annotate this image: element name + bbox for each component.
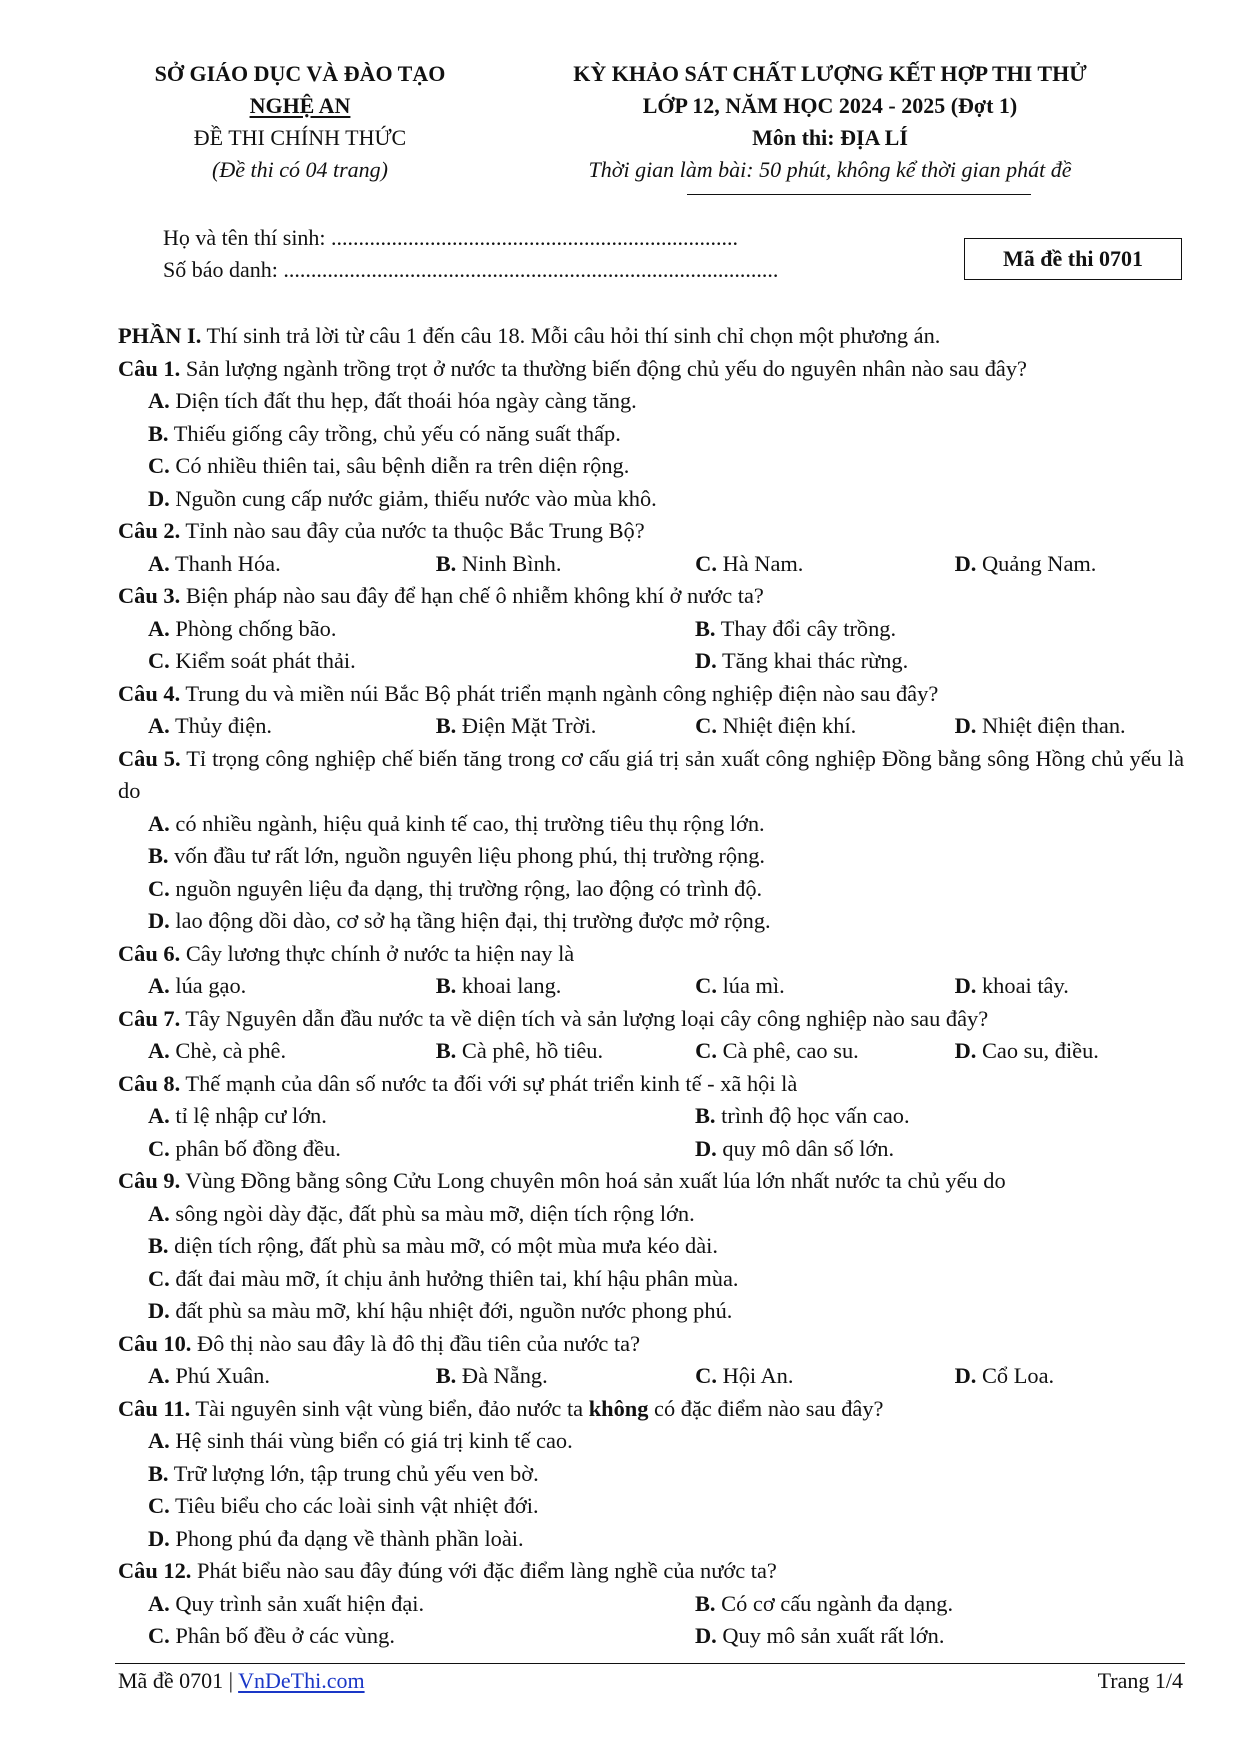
options-12-row1 — [118, 1588, 1184, 1621]
option-7d: D. Cao su, điều. — [954, 1038, 1099, 1063]
page-count-note: (Đề thi có 04 trang) — [212, 157, 388, 182]
question-8: Câu 8. Thế mạnh của dân số nước ta đối với sự phát triển kinh tế - xã hội là — [118, 1070, 798, 1096]
options-6 — [118, 970, 1184, 1003]
option-5a: A. có nhiều ngành, hiệu quả kinh tế cao, thị trường tiêu thụ rộng lớn. — [148, 810, 765, 836]
question-list — [118, 320, 1184, 1653]
option-5b: B. vốn đầu tư rất lớn, nguồn nguyên liệu phong phú, thị trường rộng. — [148, 843, 766, 868]
exam-subject: Môn thi: ĐỊA LÍ — [752, 125, 908, 150]
option-8c: C. phân bố đồng đều. — [148, 1135, 341, 1161]
option-2c: C. Hà Nam. — [695, 550, 804, 576]
question-6: Câu 6. Cây lương thực chính ở nước ta hiện nay là — [118, 940, 575, 966]
option-11c: C. Tiêu biểu cho các loài sinh vật nhiệt đới. — [148, 1493, 539, 1518]
option-7b: B. Cà phê, hồ tiêu. — [435, 1038, 604, 1063]
section-instruction: PHẦN I. Thí sinh trả lời từ câu 1 đến câu 18. Mỗi câu hỏi thí sinh chỉ chọn một phương án. — [118, 323, 941, 348]
question-3: Câu 3. Biện pháp nào sau đây để hạn chế ô nhiễm không khí ở nước ta? — [118, 583, 764, 608]
option-3c: C. Kiểm soát phát thải. — [148, 648, 356, 673]
options-2 — [118, 548, 1184, 581]
question-10: Câu 10. Đô thị nào sau đây là đô thị đầu tiên của nước ta? — [118, 1330, 641, 1356]
candidate-id-field: Số báo danh: .......................................................................................... — [163, 257, 779, 282]
option-5c: C. nguồn nguyên liệu đa dạng, thị trường rộng, lao động có trình độ. — [148, 875, 763, 901]
question-12: Câu 12. Phát biểu nào sau đây đúng với đặc điểm làng nghề của nước ta? — [118, 1558, 777, 1583]
option-5d: D. lao động dồi dào, cơ sở hạ tầng hiện đại, thị trường được mở rộng. — [148, 908, 771, 933]
question-11: Câu 11. Tài nguyên sinh vật vùng biển, đảo nước ta không có đặc điểm nào sau đây? — [118, 1395, 884, 1421]
option-2d: D. Quảng Nam. — [954, 550, 1097, 576]
footer-divider — [115, 1663, 1185, 1664]
options-12-row2 — [118, 1620, 1184, 1653]
option-4c: C. Nhiệt điện khí. — [695, 713, 857, 738]
option-3d: D. Tăng khai thác rừng. — [695, 648, 909, 673]
exam-grade-year: LỚP 12, NĂM HỌC 2024 - 2025 (Đợt 1) — [642, 93, 1018, 118]
option-9b: B. diện tích rộng, đất phù sa màu mỡ, có một mùa mưa kéo dài. — [148, 1233, 718, 1258]
option-10d: D. Cổ Loa. — [954, 1363, 1055, 1388]
option-2a: A. Thanh Hóa. — [148, 550, 281, 576]
footer-site-link[interactable]: VnDeThi.com — [238, 1668, 365, 1693]
question-5: Câu 5. Tỉ trọng công nghiệp chế biến tăng trong cơ cấu giá trị sản xuất công nghiệp Đồng bằng sông Hồng chủ yếu là do — [118, 745, 1185, 803]
option-10b: B. Đà Nẵng. — [435, 1363, 548, 1388]
option-9d: D. đất phù sa màu mỡ, khí hậu nhiệt đới, nguồn nước phong phú. — [148, 1298, 733, 1323]
option-10c: C. Hội An. — [695, 1363, 794, 1388]
header-right — [520, 58, 1140, 186]
option-12b: B. Có cơ cấu ngành đa dạng. — [695, 1590, 954, 1616]
options-3-row2 — [118, 645, 1184, 678]
option-11b: B. Trữ lượng lớn, tập trung chủ yếu ven bờ. — [148, 1460, 539, 1486]
option-7c: C. Cà phê, cao su. — [695, 1038, 859, 1063]
option-6a: A. lúa gạo. — [148, 973, 247, 998]
option-7a: A. Chè, cà phê. — [148, 1038, 287, 1063]
option-4d: D. Nhiệt điện than. — [954, 713, 1126, 738]
options-8-row2 — [118, 1133, 1184, 1166]
question-2: Câu 2. Tỉnh nào sau đây của nước ta thuộc Bắc Trung Bộ? — [118, 518, 645, 543]
options-7 — [118, 1035, 1184, 1068]
footer-exam-code: Mã đề 0701 | — [118, 1668, 239, 1693]
option-1c: C. Có nhiều thiên tai, sâu bệnh diễn ra trên diện rộng. — [148, 453, 630, 478]
option-3b: B. Thay đổi cây trồng. — [695, 615, 897, 641]
footer-page-number: Trang 1/4 — [1097, 1668, 1183, 1693]
question-7: Câu 7. Tây Nguyên dẫn đầu nước ta về diện tích và sản lượng loại cây công nghiệp nào sau đây? — [118, 1005, 989, 1031]
option-9a: A. sông ngòi dày đặc, đất phù sa màu mỡ, diện tích rộng lớn. — [148, 1200, 695, 1226]
exam-duration: Thời gian làm bài: 50 phút, không kể thời gian phát đề — [588, 157, 1072, 182]
options-4 — [118, 710, 1184, 743]
option-1a: A. Diện tích đất thu hẹp, đất thoái hóa ngày càng tăng. — [148, 388, 637, 413]
option-9c: C. đất đai màu mỡ, ít chịu ảnh hưởng thiên tai, khí hậu phân mùa. — [148, 1265, 739, 1291]
header-left — [110, 58, 490, 186]
option-1b: B. Thiếu giống cây trồng, chủ yếu có năng suất thấp. — [148, 420, 621, 446]
question-1: Câu 1. Sản lượng ngành trồng trọt ở nước ta thường biến động chủ yếu do nguyên nhân nào sau đây? — [118, 355, 1027, 381]
option-2b: B. Ninh Bình. — [435, 550, 562, 576]
department-name: SỞ GIÁO DỤC VÀ ĐÀO TẠO — [154, 61, 446, 86]
question-4: Câu 4. Trung du và miền núi Bắc Bộ phát triển mạnh ngành công nghiệp điện nào sau đây? — [118, 680, 939, 706]
option-11a: A. Hệ sinh thái vùng biển có giá trị kinh tế cao. — [148, 1428, 573, 1453]
option-6c: C. lúa mì. — [695, 973, 785, 998]
option-12d: D. Quy mô sản xuất rất lớn. — [695, 1623, 945, 1648]
option-11d: D. Phong phú đa dạng về thành phần loài. — [148, 1525, 524, 1551]
header-divider — [687, 194, 1031, 195]
official-exam-label: ĐỀ THI CHÍNH THỨC — [193, 125, 407, 150]
option-8d: D. quy mô dân số lớn. — [695, 1135, 895, 1161]
options-8-row1 — [118, 1100, 1184, 1133]
option-8b: B. trình độ học vấn cao. — [695, 1103, 910, 1128]
option-4a: A. Thủy điện. — [148, 713, 272, 738]
question-9: Câu 9. Vùng Đồng bằng sông Cửu Long chuyên môn hoá sản xuất lúa lớn nhất nước ta chủ yếu do — [118, 1168, 1006, 1193]
option-3a: A. Phòng chống bão. — [148, 615, 337, 641]
option-1d: D. Nguồn cung cấp nước giảm, thiếu nước vào mùa khô. — [148, 485, 657, 511]
exam-code-box: Mã đề thi 0701 — [964, 238, 1182, 280]
option-12a: A. Quy trình sản xuất hiện đại. — [148, 1590, 425, 1616]
option-8a: A. tỉ lệ nhập cư lớn. — [148, 1103, 327, 1128]
options-10 — [118, 1360, 1184, 1393]
footer-left — [118, 1668, 365, 1694]
options-3-row1 — [118, 613, 1184, 646]
exam-title: KỲ KHẢO SÁT CHẤT LƯỢNG KẾT HỢP THI THỬ — [573, 61, 1087, 86]
option-4b: B. Điện Mặt Trời. — [435, 713, 597, 738]
option-6b: B. khoai lang. — [435, 973, 562, 998]
option-6d: D. khoai tây. — [954, 973, 1069, 998]
option-12c: C. Phân bố đều ở các vùng. — [148, 1623, 395, 1648]
candidate-name-field: Họ và tên thí sinh: .......................................................................... — [163, 225, 739, 250]
province-name: NGHỆ AN — [249, 93, 351, 118]
option-10a: A. Phú Xuân. — [148, 1363, 270, 1388]
